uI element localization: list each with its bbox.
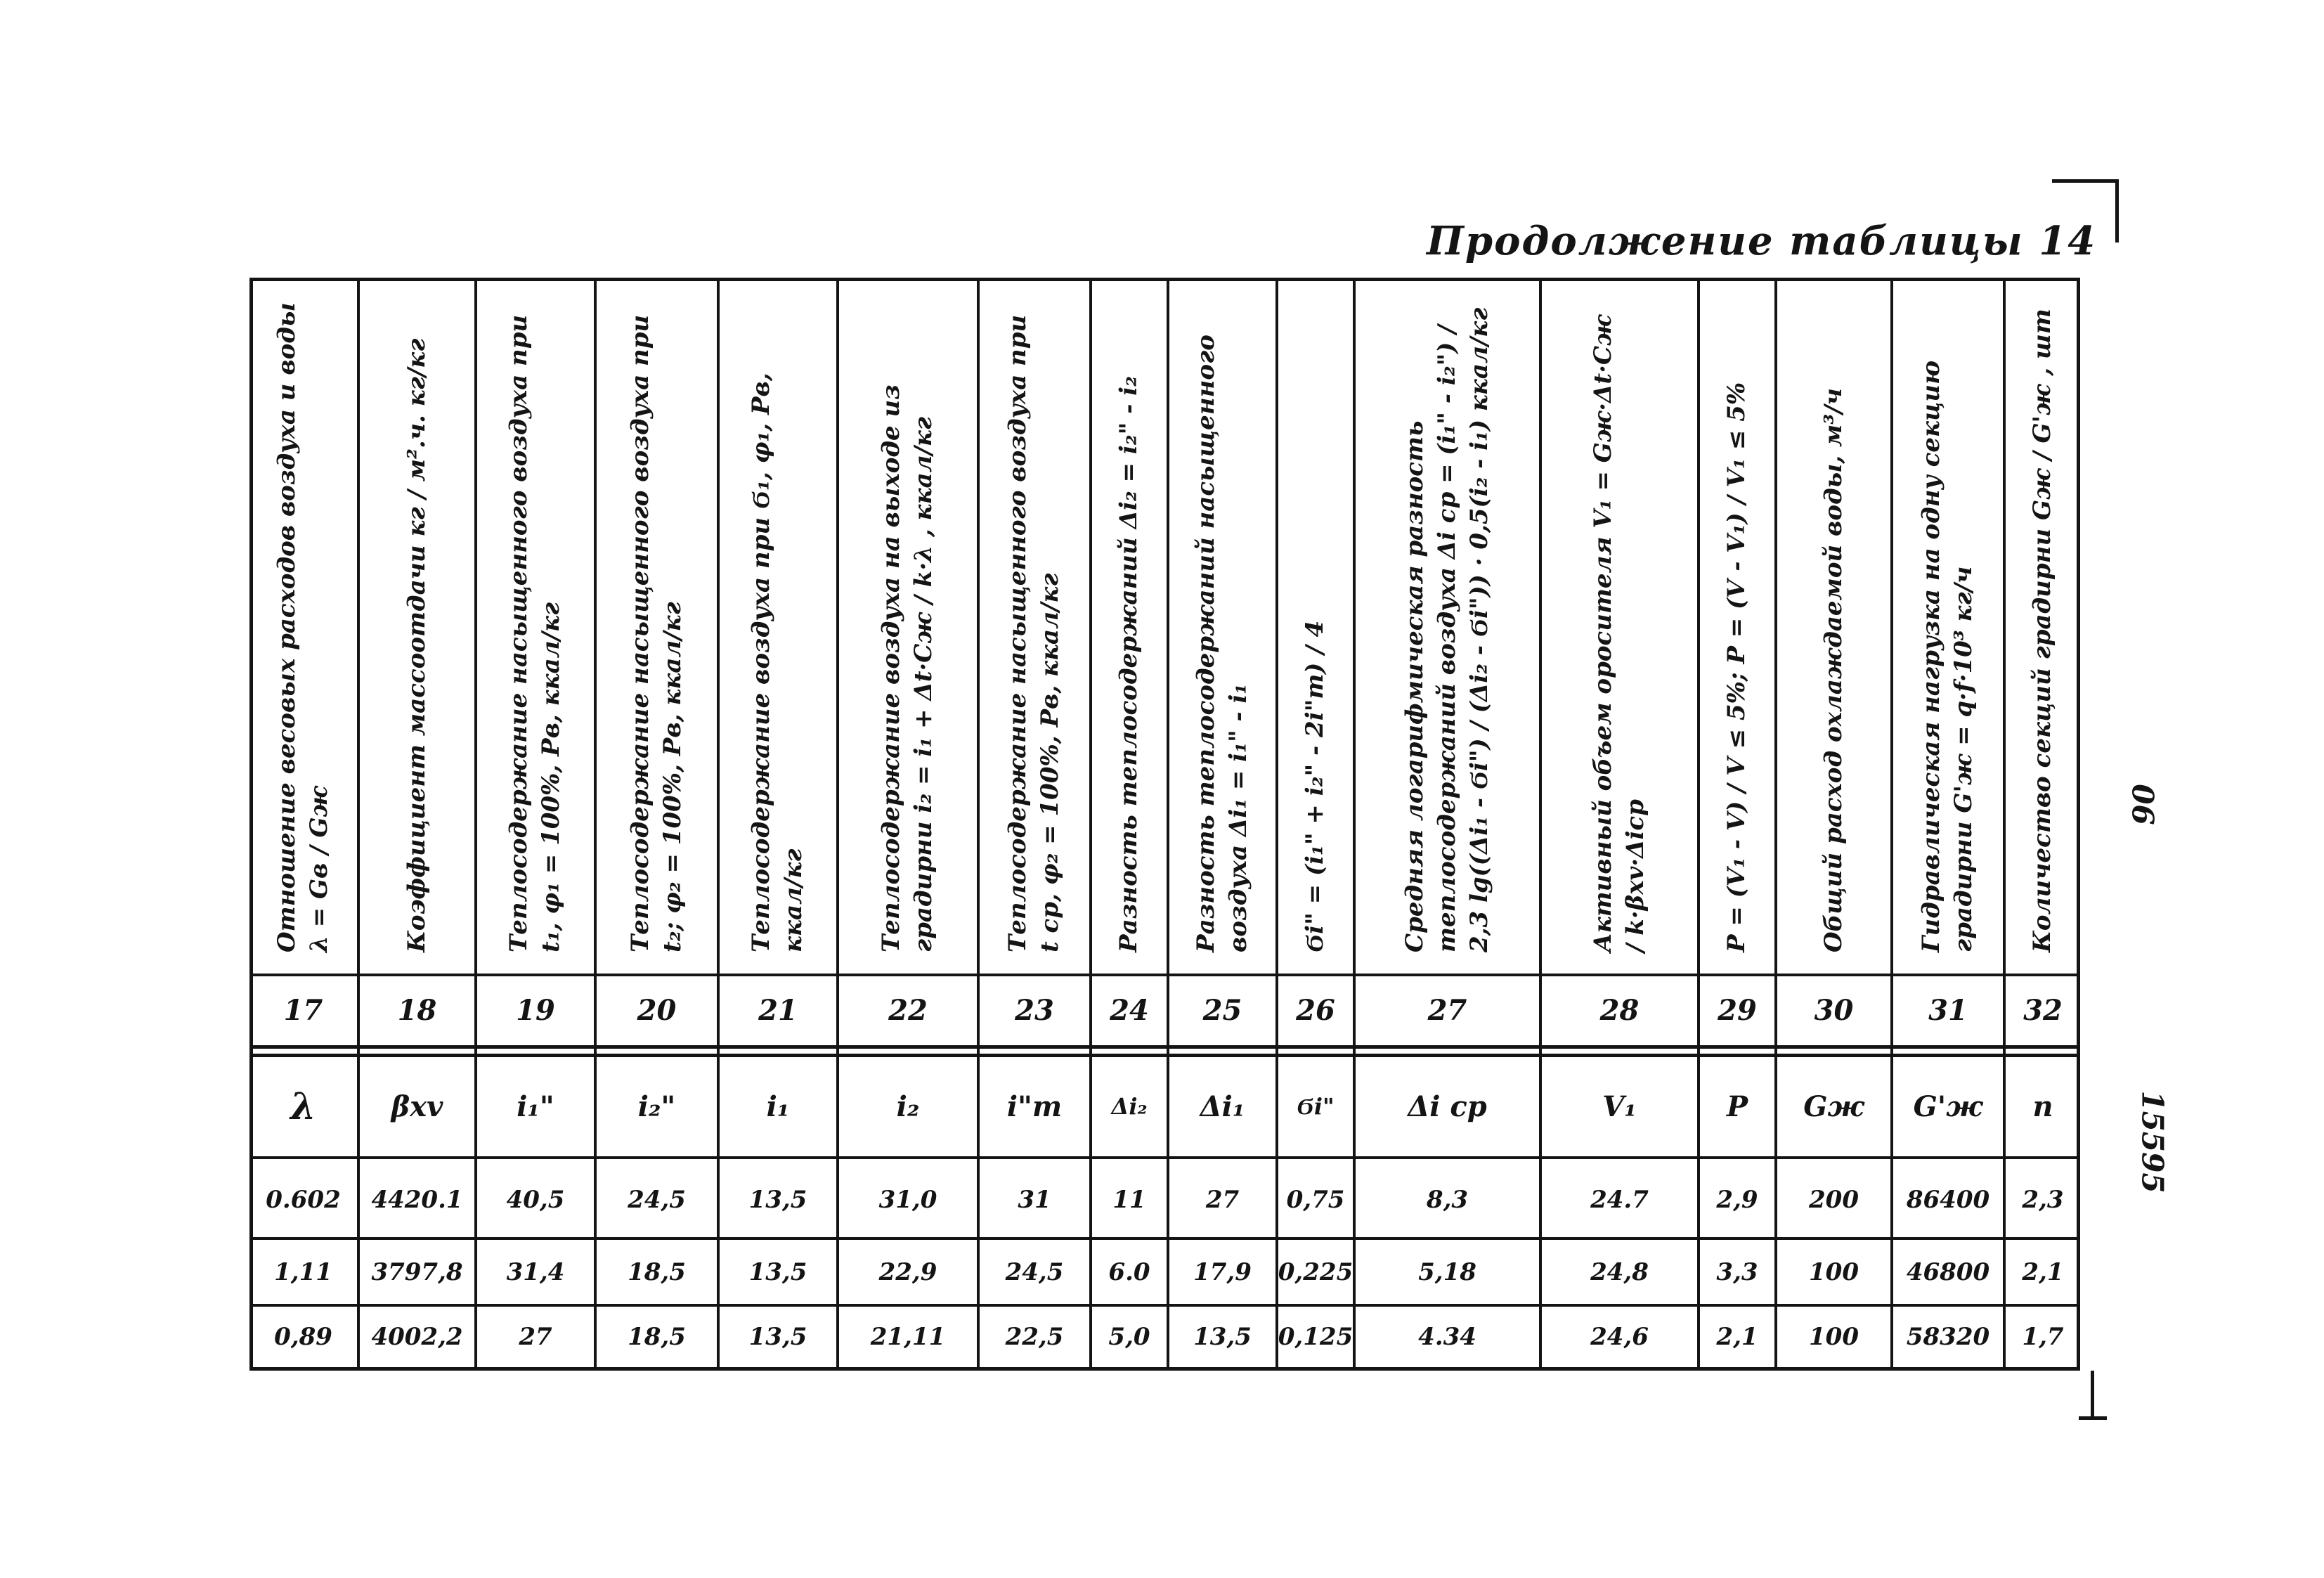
column-header-text: Теплосодержание насыщенного воздуха при t ср, φ₂ = 100%, Pв, ккал/кг (1004, 314, 1064, 952)
column-header-23 (980, 278, 1089, 974)
table-cell: 58320 (1906, 1323, 1990, 1351)
column-number: 30 (1814, 993, 1854, 1027)
column-header-text: Активный объем оросителя V₁ = Gж·Δt·Cж / k·βxv·Δiср (1588, 314, 1649, 952)
data-table (249, 278, 2080, 1371)
table-cell: 24,8 (1590, 1257, 1649, 1286)
table-cell: 24,5 (1005, 1257, 1064, 1286)
table-cell: 18,5 (628, 1257, 686, 1286)
column-symbol: Δi₂ (1111, 1093, 1148, 1120)
column-header-text: Теплосодержание воздуха при Ϭ₁, φ₁, Pв, ккал/кг (747, 373, 807, 952)
column-header-29 (1700, 278, 1774, 974)
table-cell: 4.34 (1418, 1323, 1476, 1351)
table-cell: 200 (1809, 1185, 1859, 1214)
column-symbol: i₁" (517, 1089, 554, 1123)
table-cell: 1,7 (2022, 1323, 2064, 1351)
column-header-28 (1542, 278, 1697, 974)
column-header-text: P = (V₁ - V) / V ≤ 5%; P = (V - V₁) / V₁ ≤ 5% (1722, 382, 1751, 952)
column-number: 32 (2023, 993, 2063, 1027)
table-cell: 24,6 (1590, 1323, 1649, 1351)
table-cell: 24,5 (628, 1185, 686, 1214)
table-cell: 100 (1809, 1257, 1859, 1286)
corner-mark-bottom (2091, 1371, 2094, 1418)
table-cell: 13,5 (748, 1257, 807, 1286)
table-cell: 100 (1809, 1323, 1859, 1351)
column-header-text: Средняя логарифмическая разность теплосодержаний воздуха Δi ср = (i₁" - i₂") / 2,3 lg((Δi₁ - Ϭi") / (Δi₂ - Ϭi")) · 0,5(i₂ - i₁) ккал/кг (1400, 307, 1493, 952)
table-cell: 22,5 (1005, 1323, 1064, 1351)
column-number: 29 (1718, 993, 1757, 1027)
table-cell: 2,1 (1716, 1323, 1758, 1351)
corner-mark-bottom-foot (2079, 1416, 2107, 1420)
table-cell: 31,4 (506, 1257, 565, 1286)
table-cell: 0,125 (1278, 1323, 1353, 1351)
column-header-17 (249, 278, 357, 974)
column-header-text: Общий расход охлаждаемой воды, м³/ч (1819, 388, 1848, 952)
column-header-24 (1092, 278, 1167, 974)
table-cell: 40,5 (506, 1185, 565, 1214)
column-number: 28 (1599, 993, 1640, 1027)
column-symbol: G'ж (1913, 1089, 1983, 1123)
table-cell: 5,0 (1108, 1323, 1150, 1351)
column-header-text: Теплосодержание насыщенного воздуха при t₂; φ₂ = 100%, Pв, ккал/кг (625, 314, 687, 952)
rule-under-numbers-1 (249, 1045, 2080, 1049)
column-symbol: Gж (1803, 1089, 1864, 1123)
column-number: 24 (1110, 993, 1149, 1027)
column-number: 23 (1015, 993, 1054, 1027)
table-cell: 4002,2 (371, 1323, 463, 1351)
column-header-text: Теплосодержание насыщенного воздуха при t₁, φ₁ = 100%, Pв, ккал/кг (505, 314, 565, 952)
table-cell: 0.602 (266, 1185, 341, 1214)
table-cell: 21,11 (870, 1323, 946, 1351)
column-number: 21 (758, 993, 798, 1027)
corner-mark-top-vertical (2115, 179, 2119, 242)
column-header-text: Количество секций градирни Gж / G'ж , шт (2028, 309, 2057, 952)
table-cell: 4420.1 (371, 1185, 463, 1214)
column-symbol: P (1726, 1089, 1748, 1123)
table-cell: 18,5 (628, 1323, 686, 1351)
table-cell: 24.7 (1590, 1185, 1649, 1214)
column-header-25 (1169, 278, 1275, 974)
corner-mark-top (2052, 179, 2119, 183)
column-number: 19 (516, 993, 555, 1027)
column-header-21 (720, 278, 836, 974)
column-header-text: Теплосодержание воздуха на выходе из градирни i₂ = i₁ + Δt·Cж / k·λ , ккал/кг (877, 384, 937, 952)
side-document-code: 15595 (2135, 1090, 2170, 1194)
table-cell: 27 (519, 1323, 552, 1351)
column-number: 17 (283, 993, 323, 1027)
column-symbol: n (2032, 1089, 2053, 1123)
column-number: 20 (637, 993, 677, 1027)
table-cell: 2,9 (1716, 1185, 1758, 1214)
table-cell: 22,9 (878, 1257, 937, 1286)
table-continuation-title: Продолжение таблицы 14 (1427, 218, 2097, 264)
column-symbol: i"m (1006, 1089, 1063, 1123)
column-symbol: i₁ (766, 1089, 790, 1123)
table-cell: 8,3 (1426, 1185, 1469, 1214)
column-header-text: Ϭi" = (i₁" + i₂" - 2i"m) / 4 (1301, 620, 1330, 952)
column-header-22 (839, 278, 977, 974)
column-symbol: i₂ (896, 1089, 920, 1123)
column-symbol: βxv (391, 1089, 443, 1123)
column-header-19 (477, 278, 594, 974)
table-cell: 17,9 (1193, 1257, 1252, 1286)
table-cell: 2,3 (2022, 1185, 2064, 1214)
table-cell: 13,5 (748, 1323, 807, 1351)
table-cell: 31,0 (878, 1185, 937, 1214)
column-symbol: Δi ср (1408, 1089, 1487, 1123)
column-symbol: λ (290, 1085, 316, 1128)
column-number: 18 (397, 993, 437, 1027)
column-header-18 (360, 278, 474, 974)
column-header-32 (2006, 278, 2080, 974)
column-number: 27 (1427, 993, 1467, 1027)
table-cell: 86400 (1906, 1185, 1990, 1214)
table-cell: 6.0 (1108, 1257, 1150, 1286)
table-cell: 0,75 (1286, 1185, 1345, 1214)
column-number: 31 (1928, 993, 1968, 1027)
column-symbol: V₁ (1602, 1089, 1637, 1123)
column-header-27 (1356, 278, 1539, 974)
column-number: 25 (1202, 993, 1242, 1027)
table-cell: 27 (1205, 1185, 1240, 1214)
table-cell: 46800 (1906, 1257, 1990, 1286)
column-header-text: Разность теплосодержаний насыщенного воздуха Δi₁ = i₁" - i₁ (1191, 335, 1252, 952)
column-header-text: Отношение весовых расходов воздуха и воды λ = Gв / Gж (272, 302, 333, 952)
table-cell: 3,3 (1716, 1257, 1758, 1286)
column-header-20 (597, 278, 717, 974)
table-cell: 13,5 (748, 1185, 807, 1214)
table-cell: 1,11 (274, 1257, 332, 1286)
table-cell: 2,1 (2022, 1257, 2064, 1286)
table-cell: 11 (1112, 1185, 1146, 1214)
column-number: 22 (888, 993, 928, 1027)
table-cell: 3797,8 (371, 1257, 463, 1286)
side-page-number: 06 (2125, 784, 2160, 825)
table-cell: 5,18 (1418, 1257, 1476, 1286)
column-symbol: i₂" (637, 1089, 676, 1123)
column-header-30 (1777, 278, 1890, 974)
table-cell: 0,89 (274, 1323, 332, 1351)
table-cell: 0,225 (1278, 1257, 1353, 1286)
column-header-text: Коэффициент массоотдачи кг / м².ч. кг/кг (402, 338, 431, 952)
table-cell: 13,5 (1193, 1323, 1252, 1351)
column-symbol: Δi₁ (1200, 1089, 1245, 1123)
table-cell: 31 (1018, 1185, 1051, 1214)
column-header-26 (1278, 278, 1353, 974)
column-number: 26 (1296, 993, 1335, 1027)
column-header-text: Разность теплосодержаний Δi₂ = i₂" - i₂ (1115, 376, 1143, 952)
column-header-31 (1893, 278, 2003, 974)
column-header-text: Гидравлическая нагрузка на одну секцию градирни G'ж = q·f·10³ кг/ч (1917, 360, 1978, 952)
column-symbol: Ϭi" (1297, 1093, 1335, 1120)
